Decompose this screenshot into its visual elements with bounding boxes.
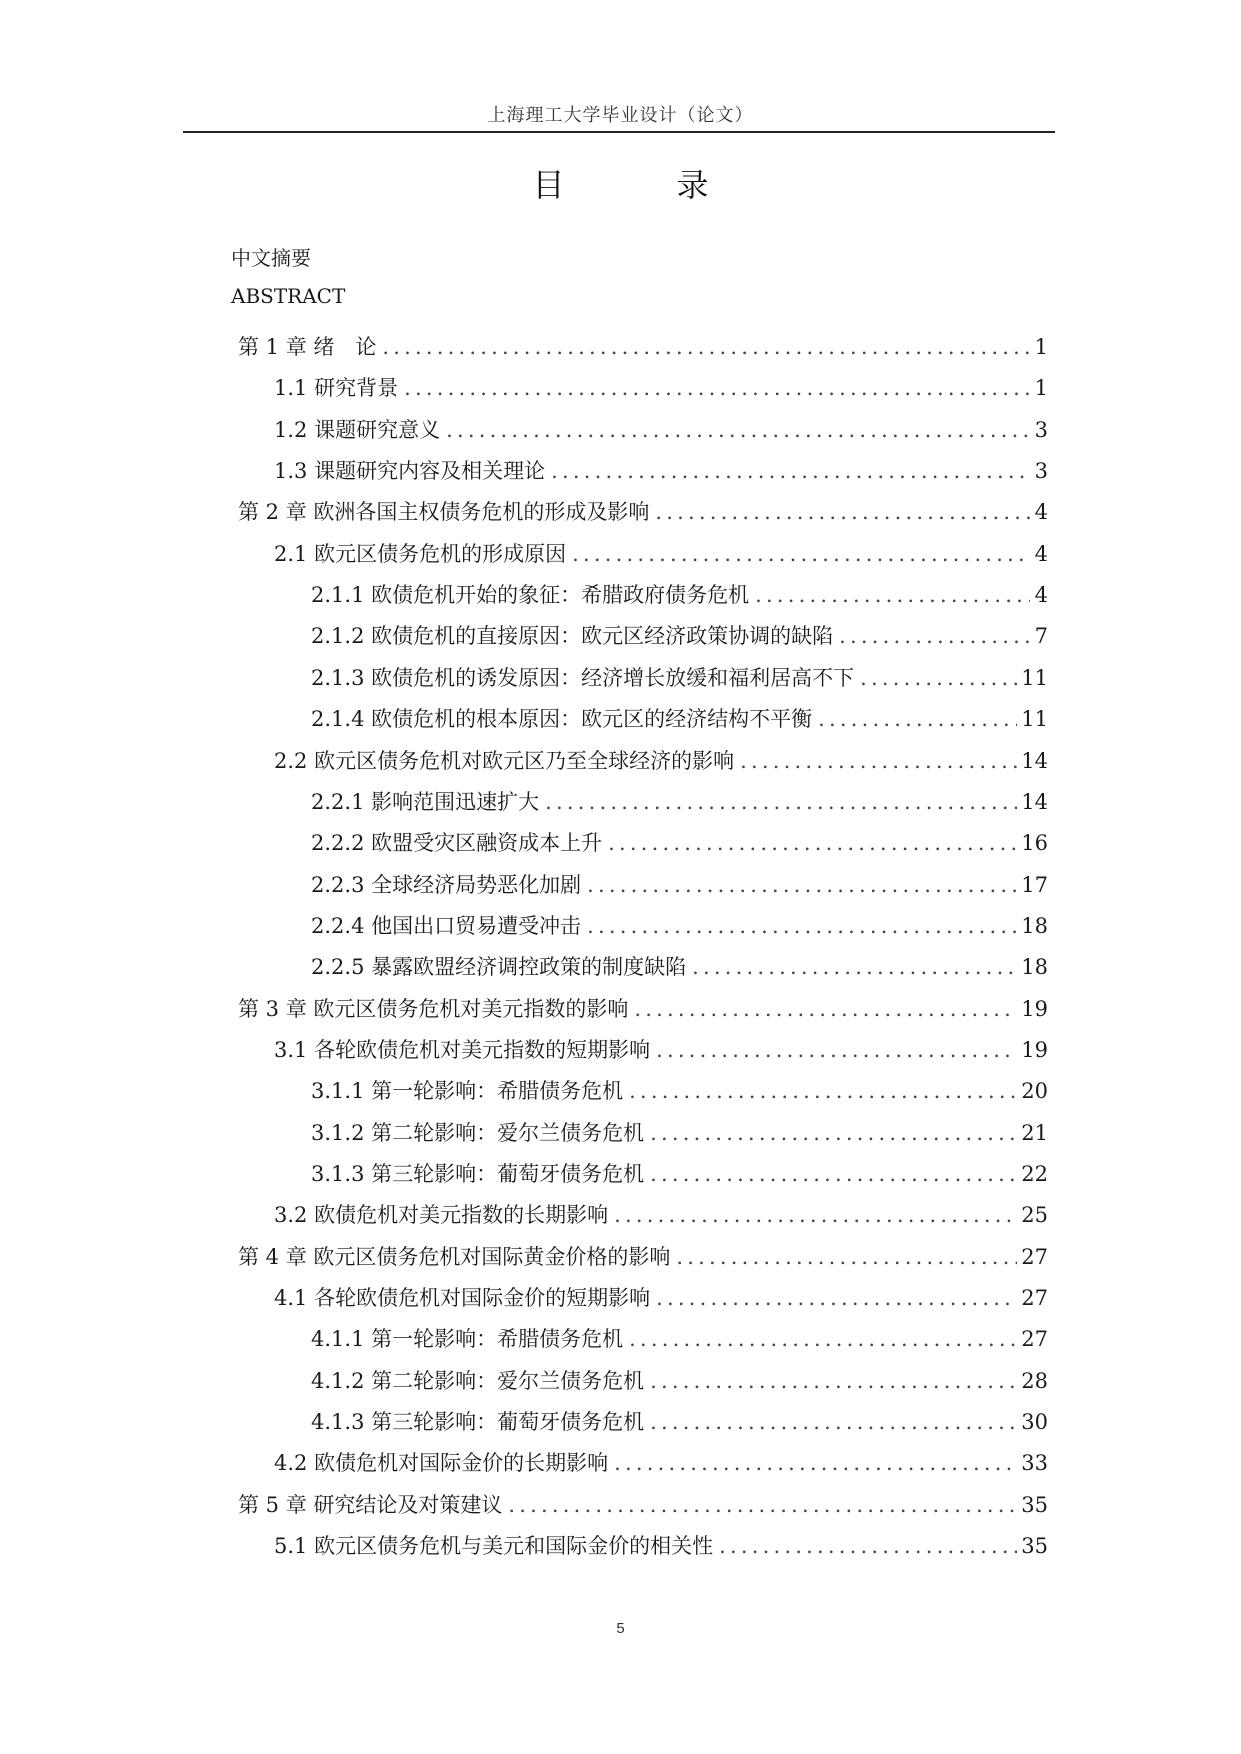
toc-entry[interactable] bbox=[274, 456, 1048, 486]
toc-entry-label: 2.2.5 暴露欧盟经济调控政策的制度缺陷 bbox=[311, 955, 687, 979]
toc-entry-page: 27 bbox=[1021, 1245, 1048, 1269]
toc-leader-dots bbox=[572, 539, 1030, 569]
toc-leader-dots bbox=[629, 1076, 1017, 1106]
toc-leader-dots bbox=[545, 787, 1017, 817]
toc-entry[interactable] bbox=[311, 1324, 1048, 1354]
toc-entry-label: 第 3 章 欧元区债务危机对美元指数的影响 bbox=[238, 997, 629, 1021]
toc-leader-dots bbox=[860, 663, 1017, 693]
toc-entry[interactable] bbox=[311, 580, 1048, 610]
toc-leader-dots bbox=[551, 456, 1030, 486]
toc-entry-page: 25 bbox=[1021, 1203, 1048, 1227]
toc-leader-dots bbox=[614, 1448, 1017, 1478]
toc-entry[interactable] bbox=[274, 1035, 1048, 1065]
toc-entry-label: 2.1.1 欧债危机开始的象征：希腊政府债务危机 bbox=[311, 583, 750, 607]
toc-entry[interactable] bbox=[238, 497, 1048, 527]
toc-entry[interactable] bbox=[238, 1242, 1048, 1272]
toc-entry[interactable] bbox=[311, 1159, 1048, 1189]
toc-entry-page: 33 bbox=[1021, 1451, 1048, 1475]
toc-entry-page: 20 bbox=[1021, 1079, 1048, 1103]
toc-leader-dots bbox=[839, 621, 1030, 651]
toc-entry[interactable] bbox=[238, 994, 1048, 1024]
toc-entry-page: 35 bbox=[1021, 1534, 1048, 1558]
toc-entry[interactable] bbox=[311, 1076, 1048, 1106]
toc-entry-page: 18 bbox=[1021, 914, 1048, 938]
toc-leader-dots bbox=[656, 1035, 1017, 1065]
toc-leader-dots bbox=[650, 1159, 1017, 1189]
page-number: 5 bbox=[616, 1620, 625, 1637]
toc-title: 目 录 bbox=[532, 166, 749, 204]
toc-entry[interactable] bbox=[311, 870, 1048, 900]
toc-entry-page: 17 bbox=[1021, 873, 1048, 897]
toc-entry-page: 14 bbox=[1021, 790, 1048, 814]
toc-leader-dots bbox=[740, 746, 1017, 776]
toc-entry[interactable] bbox=[274, 1448, 1048, 1478]
toc-entry[interactable] bbox=[311, 1118, 1048, 1148]
toc-entry-page: 21 bbox=[1021, 1121, 1048, 1145]
toc-entry-page: 30 bbox=[1021, 1410, 1048, 1434]
toc-entry[interactable] bbox=[311, 621, 1048, 651]
toc-entry-page: 4 bbox=[1034, 500, 1048, 524]
toc-entry[interactable] bbox=[238, 1490, 1048, 1520]
toc-entry-label: 1.3 课题研究内容及相关理论 bbox=[274, 459, 546, 483]
toc-leader-dots bbox=[634, 994, 1017, 1024]
toc-entry[interactable] bbox=[274, 1531, 1048, 1561]
toc-leader-dots bbox=[818, 704, 1017, 734]
toc-entry-page: 19 bbox=[1021, 1038, 1048, 1062]
toc-entry[interactable] bbox=[274, 373, 1048, 403]
toc-entry[interactable] bbox=[311, 911, 1048, 941]
toc-entry-label: 2.2.4 他国出口贸易遭受冲击 bbox=[311, 914, 582, 938]
toc-leader-dots bbox=[508, 1490, 1017, 1520]
toc-entry-page: 1 bbox=[1034, 335, 1048, 359]
toc-leader-dots bbox=[587, 911, 1017, 941]
toc-entry-label: 3.1.2 第二轮影响：爱尔兰债务危机 bbox=[311, 1121, 645, 1145]
toc-entry-page: 11 bbox=[1021, 707, 1048, 731]
toc-entry[interactable] bbox=[238, 332, 1048, 362]
toc-leader-dots bbox=[650, 1118, 1017, 1148]
toc-entry-label: 2.2.2 欧盟受灾区融资成本上升 bbox=[311, 831, 603, 855]
toc-entry-label: 第 5 章 研究结论及对策建议 bbox=[238, 1493, 503, 1517]
toc-entry-page: 22 bbox=[1021, 1162, 1048, 1186]
toc-entry-page: 18 bbox=[1021, 955, 1048, 979]
toc-entry-label: 4.1.1 第一轮影响：希腊债务危机 bbox=[311, 1327, 624, 1351]
toc-entry-page: 35 bbox=[1021, 1493, 1048, 1517]
toc-entry-label: 4.1.3 第三轮影响：葡萄牙债务危机 bbox=[311, 1410, 645, 1434]
toc-entry[interactable] bbox=[311, 828, 1048, 858]
toc-leader-dots bbox=[650, 1407, 1017, 1437]
toc-leader-dots bbox=[655, 497, 1030, 527]
toc-entry-label: 第 4 章 欧元区债务危机对国际黄金价格的影响 bbox=[238, 1245, 671, 1269]
toc-entry-label: 2.1.3 欧债危机的诱发原因：经济增长放缓和福利居高不下 bbox=[311, 666, 855, 690]
toc-entry-page: 7 bbox=[1034, 624, 1048, 648]
toc-entry-label: 2.2.3 全球经济局势恶化加剧 bbox=[311, 873, 582, 897]
front-item-abstract-cn[interactable]: 中文摘要 bbox=[231, 246, 311, 270]
toc-entry-page: 28 bbox=[1021, 1369, 1048, 1393]
toc-leader-dots bbox=[608, 828, 1017, 858]
toc-entry[interactable] bbox=[311, 952, 1048, 982]
toc-leader-dots bbox=[719, 1531, 1017, 1561]
toc-entry-page: 19 bbox=[1021, 997, 1048, 1021]
toc-entry-label: 1.1 研究背景 bbox=[274, 376, 399, 400]
toc-entry-label: 2.1.2 欧债危机的直接原因：欧元区经济政策协调的缺陷 bbox=[311, 624, 834, 648]
toc-leader-dots bbox=[382, 332, 1030, 362]
toc-leader-dots bbox=[404, 373, 1030, 403]
toc-entry[interactable] bbox=[274, 1283, 1048, 1313]
toc-entry-label: 4.1 各轮欧债危机对国际金价的短期影响 bbox=[274, 1286, 651, 1310]
toc-entry-page: 3 bbox=[1034, 459, 1048, 483]
toc-entry[interactable] bbox=[274, 539, 1048, 569]
toc-entry-label: 4.2 欧债危机对国际金价的长期影响 bbox=[274, 1451, 609, 1475]
toc-entry[interactable] bbox=[274, 1200, 1048, 1230]
toc-entry-label: 2.1 欧元区债务危机的形成原因 bbox=[274, 542, 567, 566]
toc-entry-page: 4 bbox=[1034, 583, 1048, 607]
toc-entry-page: 4 bbox=[1034, 542, 1048, 566]
toc-entry-label: 5.1 欧元区债务危机与美元和国际金价的相关性 bbox=[274, 1534, 714, 1558]
toc-leader-dots bbox=[614, 1200, 1017, 1230]
toc-leader-dots bbox=[692, 952, 1017, 982]
page-header-title: 上海理工大学毕业设计（论文） bbox=[487, 105, 754, 126]
toc-entry-label: 4.1.2 第二轮影响：爱尔兰债务危机 bbox=[311, 1369, 645, 1393]
toc-entry[interactable] bbox=[311, 787, 1048, 817]
toc-leader-dots bbox=[676, 1242, 1017, 1272]
toc-entry-label: 3.1.1 第一轮影响：希腊债务危机 bbox=[311, 1079, 624, 1103]
header-rule bbox=[183, 131, 1055, 133]
toc-entry[interactable] bbox=[274, 746, 1048, 776]
toc-leader-dots bbox=[755, 580, 1030, 610]
toc-entry-page: 14 bbox=[1021, 749, 1048, 773]
toc-entry-page: 3 bbox=[1034, 418, 1048, 442]
toc-leader-dots bbox=[656, 1283, 1017, 1313]
toc-entry[interactable] bbox=[311, 1366, 1048, 1396]
toc-entry-page: 1 bbox=[1034, 376, 1048, 400]
toc-entry-page: 16 bbox=[1021, 831, 1048, 855]
toc-entry-label: 2.2.1 影响范围迅速扩大 bbox=[311, 790, 540, 814]
toc-entry-label: 2.2 欧元区债务危机对欧元区乃至全球经济的影响 bbox=[274, 749, 735, 773]
toc-entry-label: 3.1 各轮欧债危机对美元指数的短期影响 bbox=[274, 1038, 651, 1062]
toc-entry[interactable] bbox=[311, 663, 1048, 693]
toc-entry-label: 第 2 章 欧洲各国主权债务危机的形成及影响 bbox=[238, 500, 650, 524]
toc-entry-page: 11 bbox=[1021, 666, 1048, 690]
toc-leader-dots bbox=[587, 870, 1017, 900]
toc-entry-label: 3.1.3 第三轮影响：葡萄牙债务危机 bbox=[311, 1162, 645, 1186]
toc-entry-label: 3.2 欧债危机对美元指数的长期影响 bbox=[274, 1203, 609, 1227]
toc-entry-page: 27 bbox=[1021, 1327, 1048, 1351]
toc-leader-dots bbox=[446, 415, 1030, 445]
toc-entry[interactable] bbox=[311, 1407, 1048, 1437]
toc-entry-label: 第 1 章 绪 论 bbox=[238, 335, 377, 359]
toc-entry[interactable] bbox=[274, 415, 1048, 445]
toc-entry[interactable] bbox=[311, 704, 1048, 734]
toc-entry-label: 1.2 课题研究意义 bbox=[274, 418, 441, 442]
front-item-abstract-en[interactable]: ABSTRACT bbox=[231, 284, 346, 308]
toc-leader-dots bbox=[650, 1366, 1017, 1396]
toc-leader-dots bbox=[629, 1324, 1017, 1354]
toc-entry-page: 27 bbox=[1021, 1286, 1048, 1310]
toc-entry-label: 2.1.4 欧债危机的根本原因：欧元区的经济结构不平衡 bbox=[311, 707, 813, 731]
